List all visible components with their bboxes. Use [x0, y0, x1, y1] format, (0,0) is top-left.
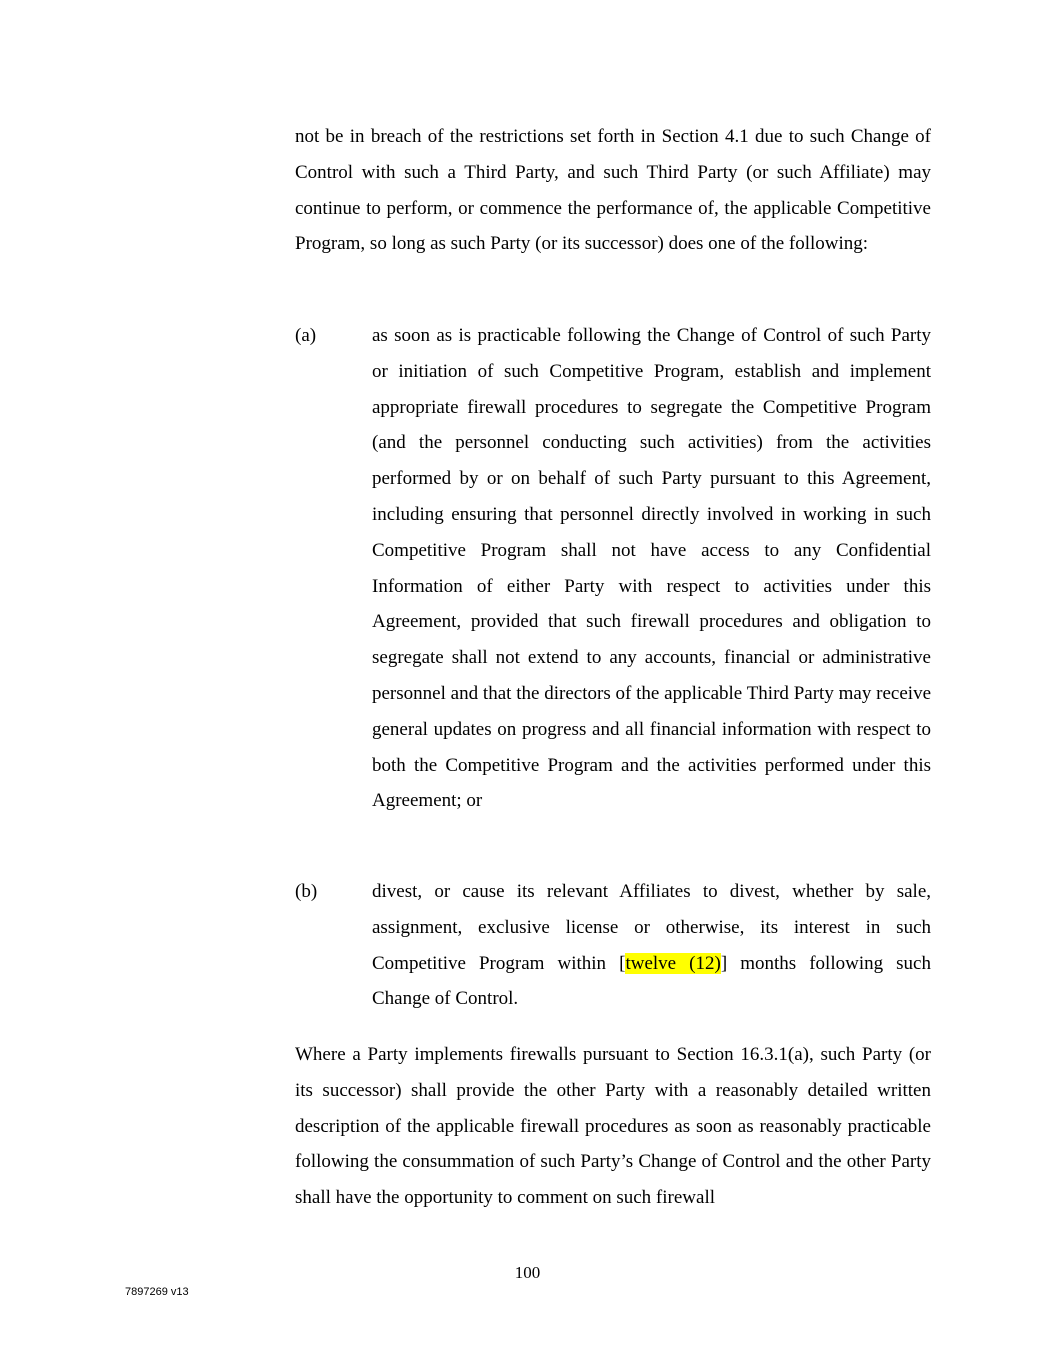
item-b-text-before: divest, or cause its relevant Affiliates to divest, whether by sale, assignment, exclusive license or otherwise, its interest in such Competitive Program within [ [372, 881, 931, 974]
item-a-text: as soon as is practicable following the Change of Control of such Party or initiation of such Competitive Program, establish and implement appropriate firewall procedures to segregate the Competitive Program (and the personnel conducting such activities) from the activities performed by or on behalf of such Party pursuant to this Agreement, including ensuring that personnel directly involved in working in such Competitive Program shall not have access to any Confidential Information of either Party with respect to activities under this Agreement, provided that such firewall procedures and obligation to segregate shall not extend to any accounts, financial or administrative personnel and that the directors of the applicable Third Party may receive general updates on progress and all financial information with respect to both the Competitive Program and the activities performed under this Agreement; or [372, 325, 931, 812]
intro-paragraph: not be in breach of the restrictions set forth in Section 4.1 due to such Change of Control with such a Third Party, and such Third Party (or such Affiliate) may continue to perform, or commence the performance of, the applicable Competitive Program, so long as such Party (or its successor) does one of the following: [295, 126, 931, 255]
closing-paragraph: Where a Party implements firewalls pursuant to Section 16.3.1(a), such Party (or its successor) shall provide the other Party with a reasonably detailed written description of the applicable firewall procedures as soon as reasonably practicable following the consummation of such Party’s Change of Control and the other Party shall have the opportunity to comment on such firewall [295, 1044, 931, 1209]
item-b-text [372, 874, 931, 1017]
highlighted-term: twelve (12) [625, 952, 721, 974]
page-number: 100 [514, 1263, 541, 1282]
item-b-label: (b) [295, 881, 318, 902]
item-a-label: (a) [295, 325, 317, 346]
document-id: 7897269 v13 [125, 1286, 189, 1298]
item-b-text-after: ] months following such Change of Control. [372, 952, 931, 1010]
